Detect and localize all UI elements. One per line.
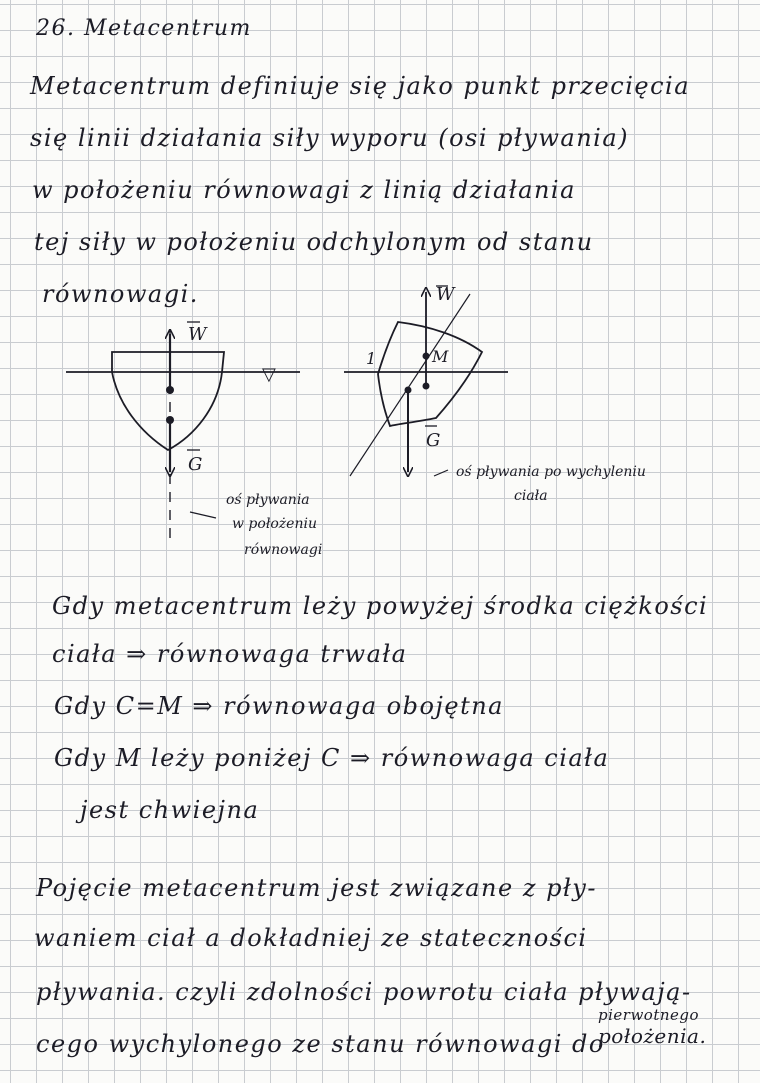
- paragraph-line: się linii działania siły wyporu (osi pływania): [30, 124, 629, 152]
- metacentre-point: [423, 353, 430, 360]
- closing-line: pływania. czyli zdolności powrotu ciała pływają-: [36, 978, 692, 1006]
- buoyancy-centre-point-right: [423, 383, 430, 390]
- closing-note-line: pierwotnego: [598, 1006, 700, 1024]
- axis-note-right: oś pływania po wychyleniu: [456, 464, 646, 480]
- axis-note-left: równowagi: [244, 542, 323, 558]
- paragraph-line: w położeniu równowagi z linią działania: [32, 176, 576, 204]
- gravity-centre-point: [166, 416, 174, 424]
- closing-note: [598, 1006, 706, 1048]
- rule-line: Gdy M leży poniżej C ⇒ równowaga ciała: [54, 744, 610, 772]
- rule-line: jest chwiejna: [80, 796, 260, 824]
- pointer-line: [190, 512, 216, 518]
- rule-line: ciała ⇒ równowaga trwała: [52, 640, 408, 668]
- metacentre-label: M: [432, 347, 449, 366]
- waterline-symbol-right: 1: [366, 349, 377, 368]
- axis-note-right: ciała: [514, 488, 548, 504]
- metacentre-diagram: [0, 284, 760, 580]
- force-w-label-left: W: [188, 324, 207, 345]
- page-title: 26. Metacentrum: [36, 16, 252, 41]
- tilted-diagram: [344, 284, 646, 504]
- rule-line: Gdy metacentrum leży powyżej środka ciężkości: [52, 592, 709, 620]
- closing-line: waniem ciał a dokładniej ze stateczności: [34, 924, 588, 952]
- pointer-line: [434, 470, 448, 476]
- paragraph-line: tej siły w położeniu odchylonym od stanu: [34, 228, 594, 256]
- force-g-label-right: G: [426, 430, 441, 451]
- closing-line: cego wychylonego ze stanu równowagi do: [36, 1030, 605, 1058]
- force-g-label-left: G: [188, 454, 203, 475]
- rule-line: Gdy C=M ⇒ równowaga obojętna: [54, 692, 504, 720]
- paragraph-line: równowagi.: [42, 280, 199, 308]
- gravity-centre-point-right: [405, 387, 412, 394]
- tilted-axis: [350, 294, 470, 476]
- paragraph-line: Metacentrum definiuje się jako punkt przecięcia: [30, 72, 690, 100]
- floating-body-left: [112, 352, 224, 450]
- equilibrium-diagram: [66, 322, 322, 558]
- axis-note-left: w położeniu: [232, 516, 317, 532]
- axis-note-left: oś pływania: [226, 492, 310, 508]
- closing-note-line: położenia.: [598, 1024, 707, 1048]
- force-w-label-right: W: [436, 284, 455, 305]
- buoyancy-centre-point: [166, 386, 174, 394]
- closing-line: Pojęcie metacentrum jest związane z pły-: [36, 874, 597, 902]
- waterline-symbol-left: ▽: [262, 364, 276, 385]
